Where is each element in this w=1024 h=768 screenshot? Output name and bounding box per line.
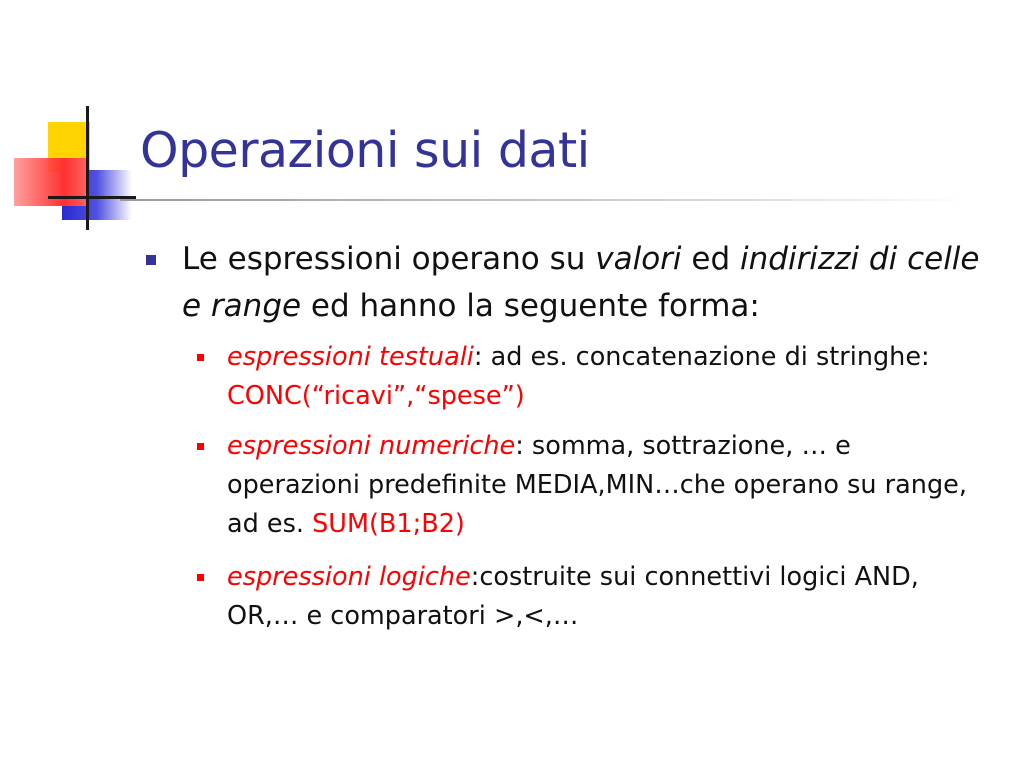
bullet1-text-indirizzi: indirizzi di celle e range	[182, 241, 980, 324]
bullet-level2-testuali	[227, 338, 987, 416]
sub2-text: : somma, sottrazione, … e operazioni predefinite MEDIA,MIN…che operano su range, ad es.	[227, 431, 967, 539]
bullet-level2-numeriche	[227, 427, 987, 544]
sub1-text: : ad es. concatenazione di stringhe:	[473, 342, 930, 372]
square-bullet-icon	[197, 574, 204, 581]
bullet1-text-valori: valori	[595, 241, 682, 277]
bullet-level1	[182, 236, 1002, 330]
square-bullet-icon	[146, 255, 156, 265]
sub1-label: espressioni testuali	[227, 342, 474, 372]
logo-vertical-line	[86, 106, 89, 230]
sub3-text: :costruite sui connettivi logici AND, OR,… e comparatori >,<,…	[227, 562, 919, 631]
square-bullet-icon	[197, 443, 204, 450]
sub2-label: espressioni numeriche	[227, 431, 516, 461]
bullet1-text-1: Le espressioni operano su	[182, 241, 596, 277]
sub1-example: CONC(“ricavi”,“spese”)	[227, 381, 525, 411]
bullet-level2-logiche	[227, 558, 987, 636]
square-bullet-icon	[197, 354, 204, 361]
title-divider	[120, 199, 970, 201]
bullet1-text-end: ed hanno la seguente forma:	[301, 288, 760, 324]
sub2-example: SUM(B1;B2)	[312, 509, 465, 539]
slide-logo-graphic	[0, 100, 150, 240]
sub3-label: espressioni logiche	[227, 562, 471, 592]
slide-title: Operazioni sui dati	[140, 122, 590, 179]
bullet1-text-ed: ed	[681, 241, 741, 277]
